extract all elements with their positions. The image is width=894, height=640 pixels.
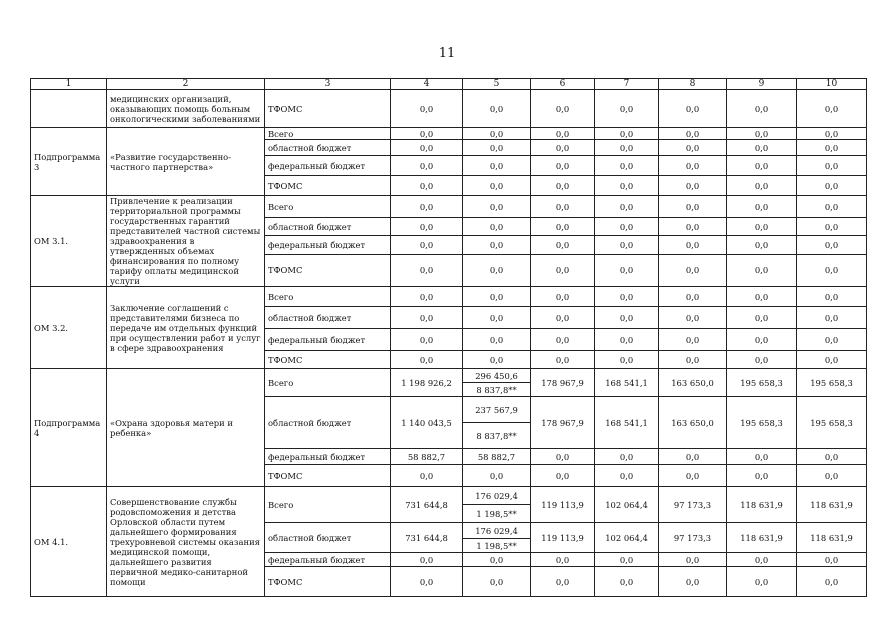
value-cell: 0,0 <box>463 140 531 156</box>
value-cell: 0,0 <box>659 128 727 140</box>
value-cell: 0,0 <box>727 236 797 254</box>
value-cell: 0,0 <box>659 307 727 329</box>
value-cell: 0,0 <box>391 329 463 351</box>
value-cell: 0,0 <box>797 567 867 597</box>
value-cell: 0,0 <box>531 329 595 351</box>
value-cell: 0,0 <box>727 140 797 156</box>
value-cell: 0,0 <box>391 156 463 176</box>
header-cell: 2 <box>107 79 265 90</box>
funding-source-cell: областной бюджет <box>265 523 391 553</box>
value-cell: 0,0 <box>595 567 659 597</box>
value-cell: 0,0 <box>531 465 595 487</box>
value-cell: 1 140 043,5 <box>391 397 463 449</box>
value-cell: 0,0 <box>659 196 727 218</box>
value-cell: 0,0 <box>659 351 727 369</box>
program-name-cell: медицинских организаций, оказывающих помощь больным онкологическими заболеваниями <box>107 90 265 128</box>
value-cell: 0,0 <box>797 254 867 286</box>
value-cell: 118 631,9 <box>727 523 797 553</box>
value-cell: 0,0 <box>531 176 595 196</box>
value-cell: 0,0 <box>727 351 797 369</box>
program-code-cell: Подпрограмма 3 <box>31 128 107 196</box>
value-cell: 0,0 <box>659 465 727 487</box>
table-body <box>31 90 867 597</box>
value-cell: 0,0 <box>659 254 727 286</box>
extra-value-cell: 1 198,5** <box>463 505 531 523</box>
value-cell: 1 198 926,2 <box>391 369 463 397</box>
value-cell: 0,0 <box>727 196 797 218</box>
value-cell: 118 631,9 <box>727 487 797 523</box>
value-cell: 731 644,8 <box>391 487 463 523</box>
value-cell: 0,0 <box>659 329 727 351</box>
funding-source-cell: областной бюджет <box>265 140 391 156</box>
value-cell: 0,0 <box>727 329 797 351</box>
value-cell: 0,0 <box>463 567 531 597</box>
value-cell: 0,0 <box>463 307 531 329</box>
value-cell: 0,0 <box>797 156 867 176</box>
value-cell: 0,0 <box>659 90 727 128</box>
funding-source-cell: ТФОМС <box>265 465 391 487</box>
value-cell: 0,0 <box>531 90 595 128</box>
funding-source-cell: Всего <box>265 287 391 307</box>
value-cell: 163 650,0 <box>659 397 727 449</box>
program-name-cell: Совершенствование службы родовспоможения и детства Орловской области путем дальнейшего формирования трехуровневой системы оказания медицинской помощи, дальнейшего развития первичной медико-санитарной помощи <box>107 487 265 597</box>
value-cell: 168 541,1 <box>595 369 659 397</box>
value-cell: 0,0 <box>595 90 659 128</box>
value-cell: 0,0 <box>391 128 463 140</box>
value-cell: 0,0 <box>727 449 797 465</box>
value-cell: 195 658,3 <box>797 369 867 397</box>
value-cell: 0,0 <box>463 287 531 307</box>
header-cell: 3 <box>265 79 391 90</box>
value-cell: 0,0 <box>463 553 531 567</box>
value-cell: 119 113,9 <box>531 487 595 523</box>
value-cell: 0,0 <box>659 553 727 567</box>
value-cell: 168 541,1 <box>595 397 659 449</box>
header-cell: 7 <box>595 79 659 90</box>
value-cell: 731 644,8 <box>391 523 463 553</box>
value-cell: 0,0 <box>463 176 531 196</box>
value-cell: 0,0 <box>659 156 727 176</box>
value-cell: 0,0 <box>797 465 867 487</box>
value-cell: 0,0 <box>463 196 531 218</box>
value-cell: 0,0 <box>727 156 797 176</box>
value-cell: 0,0 <box>595 140 659 156</box>
value-cell: 0,0 <box>531 140 595 156</box>
value-cell: 0,0 <box>595 287 659 307</box>
program-code-cell: ОМ 4.1. <box>31 487 107 597</box>
value-cell: 0,0 <box>659 236 727 254</box>
funding-source-cell: областной бюджет <box>265 307 391 329</box>
value-cell: 0,0 <box>659 449 727 465</box>
funding-source-cell: Всего <box>265 128 391 140</box>
program-code-cell <box>31 90 107 128</box>
value-cell: 97 173,3 <box>659 487 727 523</box>
header-cell: 10 <box>797 79 867 90</box>
value-cell: 0,0 <box>727 128 797 140</box>
value-cell: 0,0 <box>391 351 463 369</box>
value-cell: 0,0 <box>595 307 659 329</box>
value-cell: 195 658,3 <box>727 397 797 449</box>
table-row <box>31 287 867 307</box>
value-cell: 0,0 <box>727 307 797 329</box>
value-cell: 0,0 <box>595 218 659 236</box>
value-cell: 0,0 <box>391 218 463 236</box>
value-cell: 0,0 <box>595 176 659 196</box>
value-cell: 0,0 <box>659 567 727 597</box>
extra-value-cell: 8 837,8** <box>463 383 531 397</box>
program-code-cell: ОМ 3.2. <box>31 287 107 369</box>
value-cell: 0,0 <box>531 567 595 597</box>
funding-source-cell: федеральный бюджет <box>265 156 391 176</box>
value-cell: 195 658,3 <box>797 397 867 449</box>
program-code-cell: Подпрограмма 4 <box>31 369 107 487</box>
value-cell: 0,0 <box>659 140 727 156</box>
budget-table <box>30 78 867 597</box>
funding-source-cell: Всего <box>265 369 391 397</box>
value-cell: 0,0 <box>463 465 531 487</box>
value-cell: 0,0 <box>595 254 659 286</box>
value-cell: 118 631,9 <box>797 523 867 553</box>
value-cell: 0,0 <box>659 218 727 236</box>
value-cell: 0,0 <box>797 287 867 307</box>
value-cell: 118 631,9 <box>797 487 867 523</box>
value-cell: 178 967,9 <box>531 397 595 449</box>
value-cell: 0,0 <box>531 351 595 369</box>
header-cell: 9 <box>727 79 797 90</box>
value-cell: 0,0 <box>463 236 531 254</box>
value-cell: 0,0 <box>595 236 659 254</box>
value-cell: 0,0 <box>797 218 867 236</box>
value-cell: 0,0 <box>595 465 659 487</box>
value-cell: 0,0 <box>531 254 595 286</box>
value-cell: 0,0 <box>595 449 659 465</box>
value-cell: 0,0 <box>727 567 797 597</box>
value-cell: 0,0 <box>727 176 797 196</box>
value-cell: 0,0 <box>531 218 595 236</box>
header-row <box>31 79 867 90</box>
value-cell: 176 029,4 <box>463 523 531 539</box>
table-row <box>31 128 867 140</box>
value-cell: 178 967,9 <box>531 369 595 397</box>
table-row <box>31 90 867 128</box>
program-name-cell: «Развитие государственно-частного партнерства» <box>107 128 265 196</box>
funding-source-cell: федеральный бюджет <box>265 553 391 567</box>
value-cell: 0,0 <box>391 567 463 597</box>
funding-source-cell: федеральный бюджет <box>265 449 391 465</box>
value-cell: 176 029,4 <box>463 487 531 505</box>
value-cell: 0,0 <box>463 128 531 140</box>
table-row <box>31 196 867 218</box>
table-row <box>31 369 867 383</box>
value-cell: 0,0 <box>531 449 595 465</box>
value-cell: 119 113,9 <box>531 523 595 553</box>
funding-source-cell: Всего <box>265 487 391 523</box>
header-cell: 8 <box>659 79 727 90</box>
value-cell: 0,0 <box>797 307 867 329</box>
value-cell: 296 450,6 <box>463 369 531 383</box>
value-cell: 0,0 <box>531 196 595 218</box>
value-cell: 0,0 <box>531 287 595 307</box>
funding-source-cell: ТФОМС <box>265 351 391 369</box>
value-cell: 237 567,9 <box>463 397 531 423</box>
program-name-cell: Привлечение к реализации территориальной программы государственных гарантий представителей частной системы здравоохранения в утвержденных объемах финансирования по полному тарифу оплаты медицинской услуги <box>107 196 265 287</box>
value-cell: 58 882,7 <box>463 449 531 465</box>
value-cell: 0,0 <box>531 236 595 254</box>
header-cell: 4 <box>391 79 463 90</box>
program-name-cell: «Охрана здоровья матери и ребенка» <box>107 369 265 487</box>
funding-source-cell: Всего <box>265 196 391 218</box>
value-cell: 0,0 <box>463 156 531 176</box>
value-cell: 0,0 <box>531 553 595 567</box>
value-cell: 0,0 <box>391 465 463 487</box>
extra-value-cell: 8 837,8** <box>463 423 531 449</box>
value-cell: 0,0 <box>797 236 867 254</box>
funding-source-cell: ТФОМС <box>265 90 391 128</box>
value-cell: 0,0 <box>391 254 463 286</box>
value-cell: 0,0 <box>595 329 659 351</box>
value-cell: 0,0 <box>531 128 595 140</box>
value-cell: 0,0 <box>659 176 727 196</box>
value-cell: 0,0 <box>595 553 659 567</box>
program-name-cell: Заключение соглашений с представителями бизнеса по передаче им отдельных функций при осуществлении работ и услуг в сфере здравоохранения <box>107 287 265 369</box>
value-cell: 0,0 <box>727 90 797 128</box>
value-cell: 0,0 <box>797 128 867 140</box>
value-cell: 0,0 <box>595 196 659 218</box>
value-cell: 0,0 <box>391 176 463 196</box>
value-cell: 0,0 <box>531 307 595 329</box>
value-cell: 0,0 <box>595 156 659 176</box>
value-cell: 0,0 <box>391 553 463 567</box>
value-cell: 0,0 <box>797 351 867 369</box>
value-cell: 0,0 <box>727 553 797 567</box>
header-cell: 1 <box>31 79 107 90</box>
funding-source-cell: ТФОМС <box>265 176 391 196</box>
value-cell: 0,0 <box>391 140 463 156</box>
value-cell: 0,0 <box>391 196 463 218</box>
extra-value-cell: 1 198,5** <box>463 539 531 553</box>
value-cell: 0,0 <box>391 236 463 254</box>
value-cell: 0,0 <box>797 553 867 567</box>
value-cell: 0,0 <box>797 329 867 351</box>
value-cell: 0,0 <box>797 449 867 465</box>
value-cell: 0,0 <box>391 307 463 329</box>
value-cell: 163 650,0 <box>659 369 727 397</box>
table-row <box>31 487 867 505</box>
value-cell: 0,0 <box>797 176 867 196</box>
value-cell: 195 658,3 <box>727 369 797 397</box>
funding-source-cell: ТФОМС <box>265 567 391 597</box>
funding-source-cell: областной бюджет <box>265 218 391 236</box>
value-cell: 0,0 <box>595 351 659 369</box>
value-cell: 97 173,3 <box>659 523 727 553</box>
value-cell: 0,0 <box>463 351 531 369</box>
value-cell: 0,0 <box>391 287 463 307</box>
value-cell: 0,0 <box>531 156 595 176</box>
value-cell: 102 064,4 <box>595 487 659 523</box>
value-cell: 0,0 <box>727 254 797 286</box>
program-code-cell: ОМ 3.1. <box>31 196 107 287</box>
funding-source-cell: ТФОМС <box>265 254 391 286</box>
value-cell: 0,0 <box>463 90 531 128</box>
value-cell: 102 064,4 <box>595 523 659 553</box>
value-cell: 0,0 <box>797 196 867 218</box>
funding-source-cell: федеральный бюджет <box>265 329 391 351</box>
value-cell: 58 882,7 <box>391 449 463 465</box>
value-cell: 0,0 <box>727 465 797 487</box>
value-cell: 0,0 <box>797 90 867 128</box>
value-cell: 0,0 <box>727 287 797 307</box>
value-cell: 0,0 <box>463 254 531 286</box>
header-cell: 6 <box>531 79 595 90</box>
value-cell: 0,0 <box>659 287 727 307</box>
value-cell: 0,0 <box>727 218 797 236</box>
funding-source-cell: федеральный бюджет <box>265 236 391 254</box>
value-cell: 0,0 <box>595 128 659 140</box>
header-cell: 5 <box>463 79 531 90</box>
funding-source-cell: областной бюджет <box>265 397 391 449</box>
page-number: 11 <box>438 46 456 61</box>
value-cell: 0,0 <box>797 140 867 156</box>
value-cell: 0,0 <box>391 90 463 128</box>
value-cell: 0,0 <box>463 329 531 351</box>
value-cell: 0,0 <box>463 218 531 236</box>
